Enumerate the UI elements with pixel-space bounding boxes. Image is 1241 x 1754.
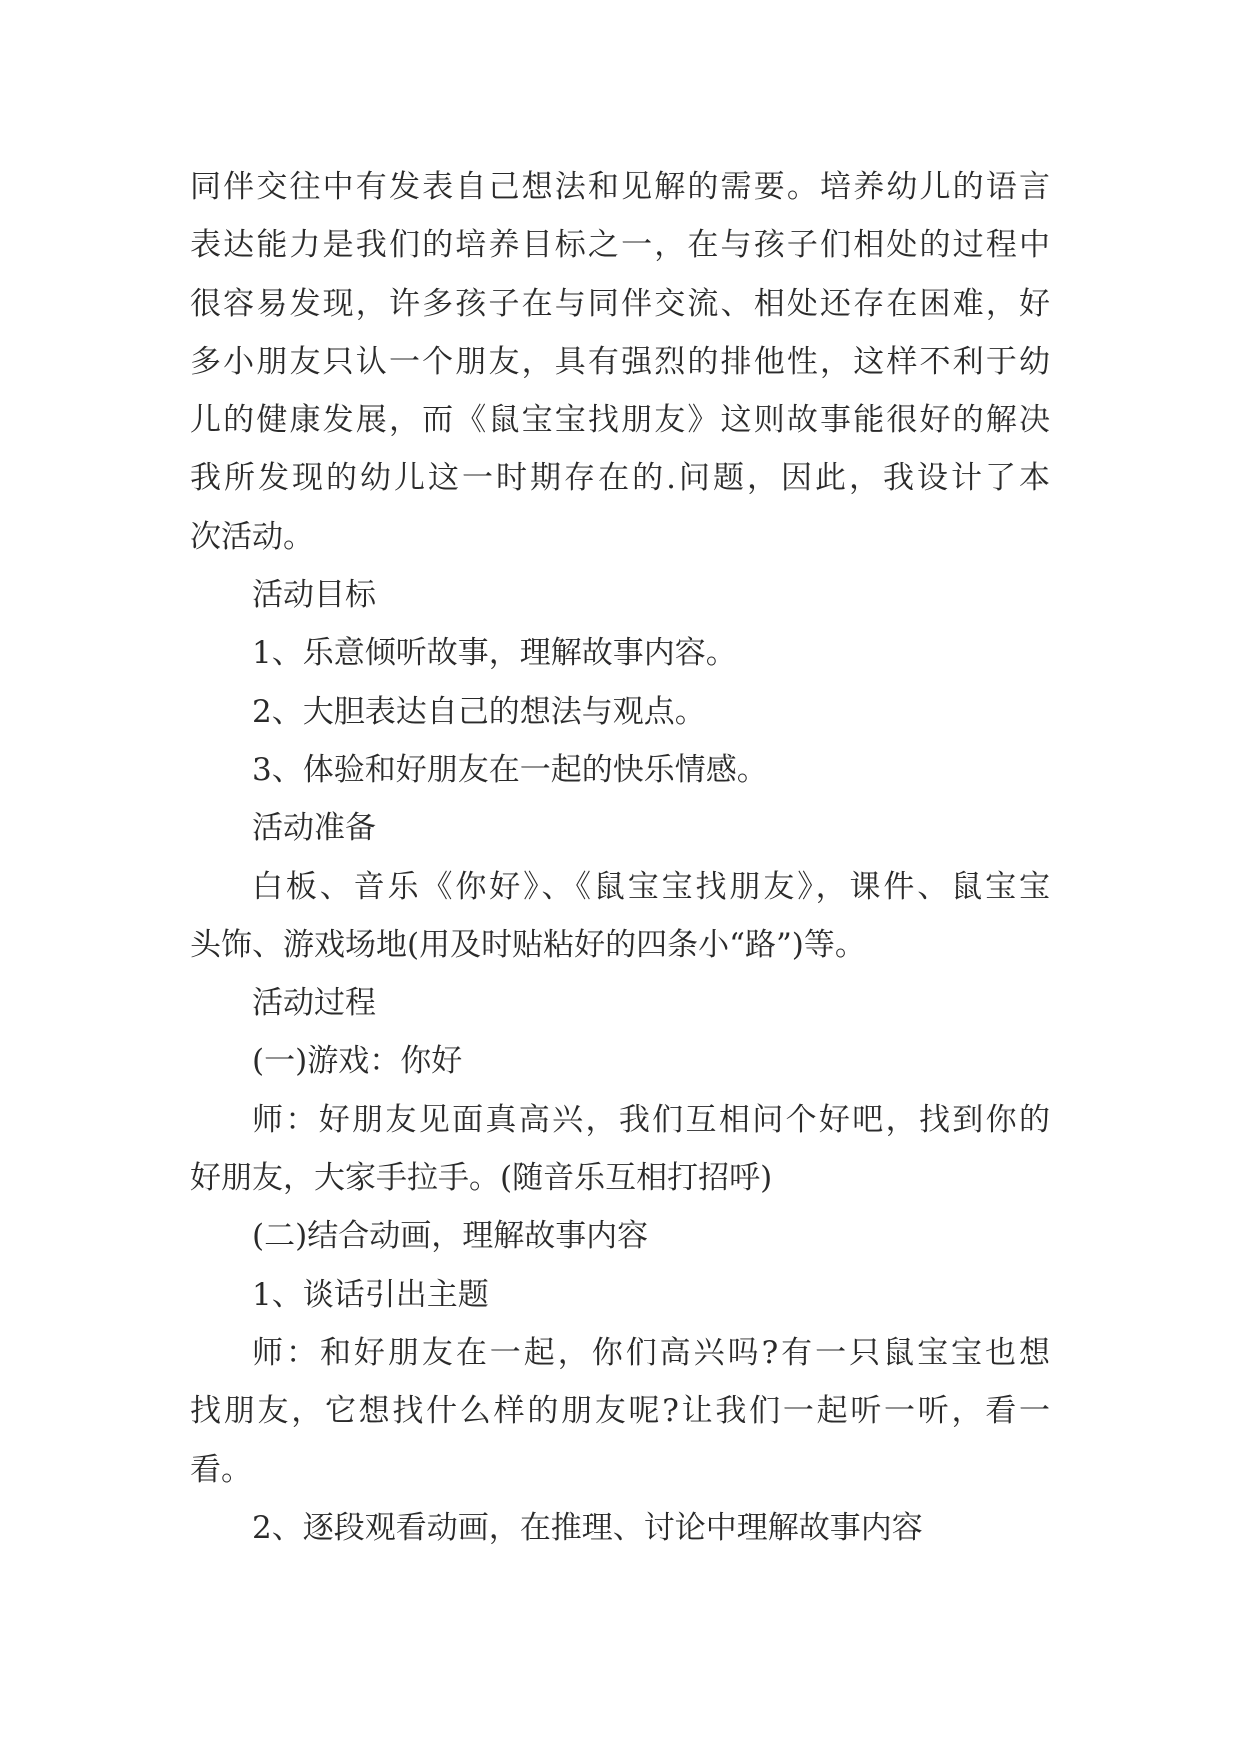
body-line: 看。 [190,1451,252,1488]
goal-item: 3、体验和好朋友在一起的快乐情感。 [252,751,768,788]
goal-item: 1、乐意倾听故事，理解故事内容。 [252,635,737,672]
body-line: 好朋友，大家手拉手。(随音乐互相打招呼) [190,1160,773,1197]
body-line: 次活动。 [190,518,314,555]
body-line: 白板、音乐《你好》、《鼠宝宝找朋友》，课件、鼠宝宝 [252,868,1050,905]
document-body [190,158,1050,1557]
sub-step: 1、谈话引出主题 [252,1276,489,1313]
body-line: 同伴交往中有发表自己想法和见解的需要。培养幼儿的语言 [190,169,1050,205]
body-line: 师：和好朋友在一起，你们高兴吗?有一只鼠宝宝也想 [252,1334,1050,1371]
sub-step: 2、逐段观看动画，在推理、讨论中理解故事内容 [252,1509,923,1546]
body-line: 头饰、游戏场地(用及时贴粘好的四条小“路”)等。 [190,926,866,963]
body-line: 师：好朋友见面真高兴，我们互相问个好吧，找到你的 [252,1101,1050,1138]
section-heading-preparation: 活动准备 [252,810,376,847]
step-heading: (一)游戏：你好 [252,1043,463,1080]
step-heading: (二)结合动画，理解故事内容 [252,1218,649,1255]
goal-item: 2、大胆表达自己的想法与观点。 [252,693,706,730]
body-line: 找朋友，它想找什么样的朋友呢?让我们一起听一听，看一 [190,1393,1050,1430]
body-line: 我所发现的幼儿这一时期存在的.问题，因此，我设计了本 [190,460,1050,497]
body-line: 儿的健康发展，而《鼠宝宝找朋友》这则故事能很好的解决 [190,402,1050,439]
body-line: 很容易发现，许多孩子在与同伴交流、相处还存在困难，好 [190,285,1050,322]
body-line: 多小朋友只认一个朋友，具有强烈的排他性，这样不利于幼 [190,343,1050,380]
body-line: 表达能力是我们的培养目标之一，在与孩子们相处的过程中 [190,227,1050,264]
section-heading-process: 活动过程 [252,985,376,1022]
section-heading-goals: 活动目标 [252,577,376,614]
